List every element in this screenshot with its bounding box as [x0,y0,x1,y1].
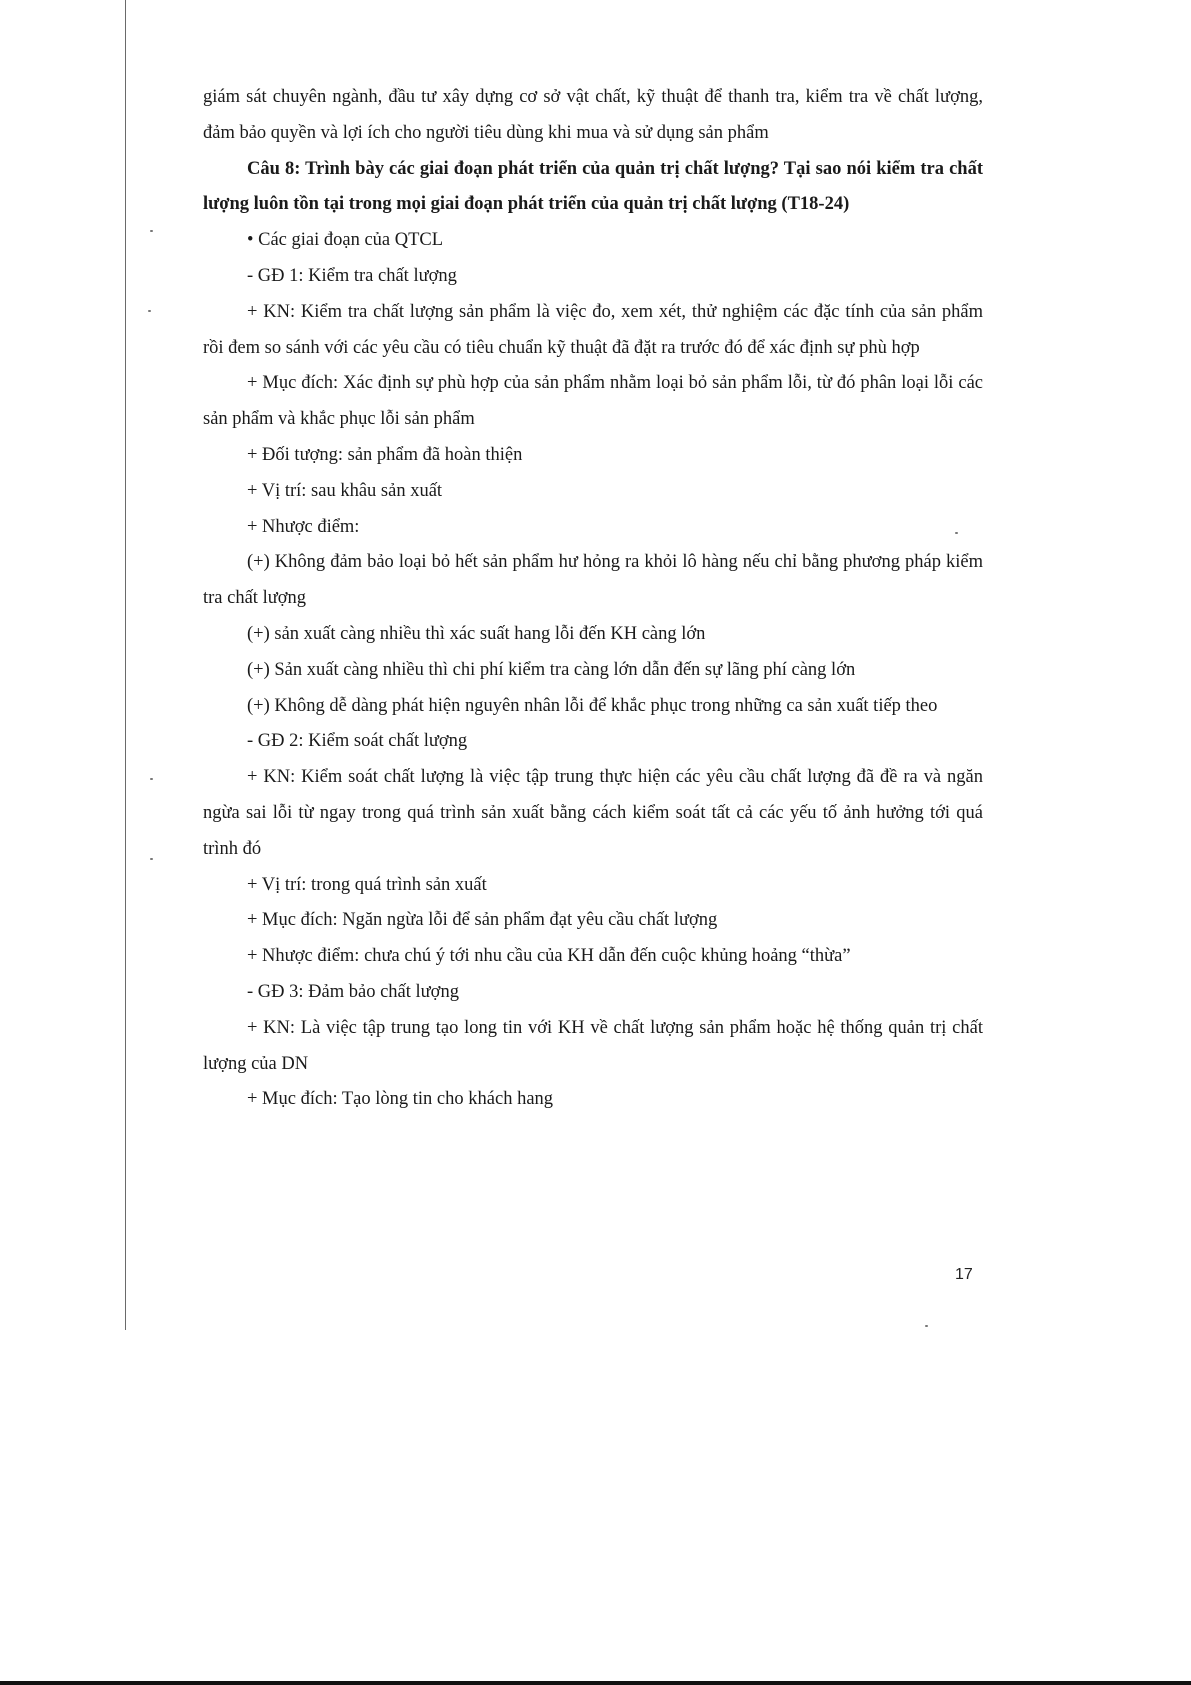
paragraph: (+) sản xuất càng nhiều thì xác suất hang lỗi đến KH càng lớn [247,623,706,644]
paragraph: + Vị trí: sau khâu sản xuất [247,480,443,501]
scan-speck [150,230,153,232]
paragraph: giám sát chuyên ngành, đầu tư xây dựng cơ sở vật chất, kỹ thuật để thanh tra, kiểm tra về chất lượng, đảm bảo quyền và lợi ích cho người tiêu dùng khi mua và sử dụng sản phẩm [203,87,983,143]
paragraph: + KN: Kiểm tra chất lượng sản phẩm là việc đo, xem xét, thử nghiệm các đặc tính của sản phẩm rồi đem so sánh với các yêu cầu có tiêu chuẩn kỹ thuật đã đặt ra trước đó để xác định sự phù hợp [203,301,983,358]
document-body [203,80,983,1118]
paragraph: (+) Không đảm bảo loại bỏ hết sản phẩm hư hỏng ra khỏi lô hàng nếu chỉ bằng phương pháp kiểm tra chất lượng [203,552,983,609]
paragraph: + KN: Kiểm soát chất lượng là việc tập trung thực hiện các yêu cầu chất lượng đã đề ra và ngăn ngừa sai lỗi từ ngay trong quá trình sản xuất bằng cách kiểm soát tất cả các yếu tố ảnh hưởng tới quá trình đó [203,767,983,859]
question-heading: Câu 8: Trình bày các giai đoạn phát triển của quản trị chất lượng? Tại sao nói kiểm tra chất lượng luôn tồn tại trong mọi giai đoạn phát triển của quản trị chất lượng (T18-24) [203,158,983,215]
scan-speck [150,778,153,780]
stage-heading: - GĐ 1: Kiểm tra chất lượng [247,265,457,286]
paragraph: + Mục đích: Xác định sự phù hợp của sản phẩm nhằm loại bỏ sản phẩm lỗi, từ đó phân loại lỗi các sản phẩm và khắc phục lỗi sản phẩm [203,373,983,430]
scan-speck [150,858,153,860]
paragraph: + Vị trí: trong quá trình sản xuất [247,874,487,895]
scan-speck [148,310,151,312]
paragraph: (+) Sản xuất càng nhiều thì chi phí kiểm tra càng lớn dẫn đến sự lãng phí càng lớn [247,659,856,680]
left-margin-line [125,0,126,1330]
stage-heading: - GĐ 3: Đảm bảo chất lượng [247,981,459,1002]
paragraph: (+) Không dễ dàng phát hiện nguyên nhân lỗi để khắc phục trong những ca sản xuất tiếp theo [247,695,938,716]
stage-heading: - GĐ 2: Kiểm soát chất lượng [247,731,468,752]
paragraph: + Mục đích: Tạo lòng tin cho khách hang [247,1089,554,1110]
bullet-heading: • Các giai đoạn của QTCL [247,230,444,251]
paragraph: + Đối tượng: sản phẩm đã hoàn thiện [247,444,523,465]
paragraph: + KN: Là việc tập trung tạo long tin với KH về chất lượng sản phẩm hoặc hệ thống quản trị chất lượng của DN [203,1017,983,1074]
scan-bottom-edge [0,1681,1191,1685]
page-number: 17 [955,1266,973,1283]
paragraph: + Nhược điểm: [247,516,360,537]
scan-speck [925,1325,928,1327]
paragraph: + Mục đích: Ngăn ngừa lỗi để sản phẩm đạt yêu cầu chất lượng [247,910,718,931]
paragraph: + Nhược điểm: chưa chú ý tới nhu cầu của KH dẫn đến cuộc khủng hoảng “thừa” [247,946,851,967]
